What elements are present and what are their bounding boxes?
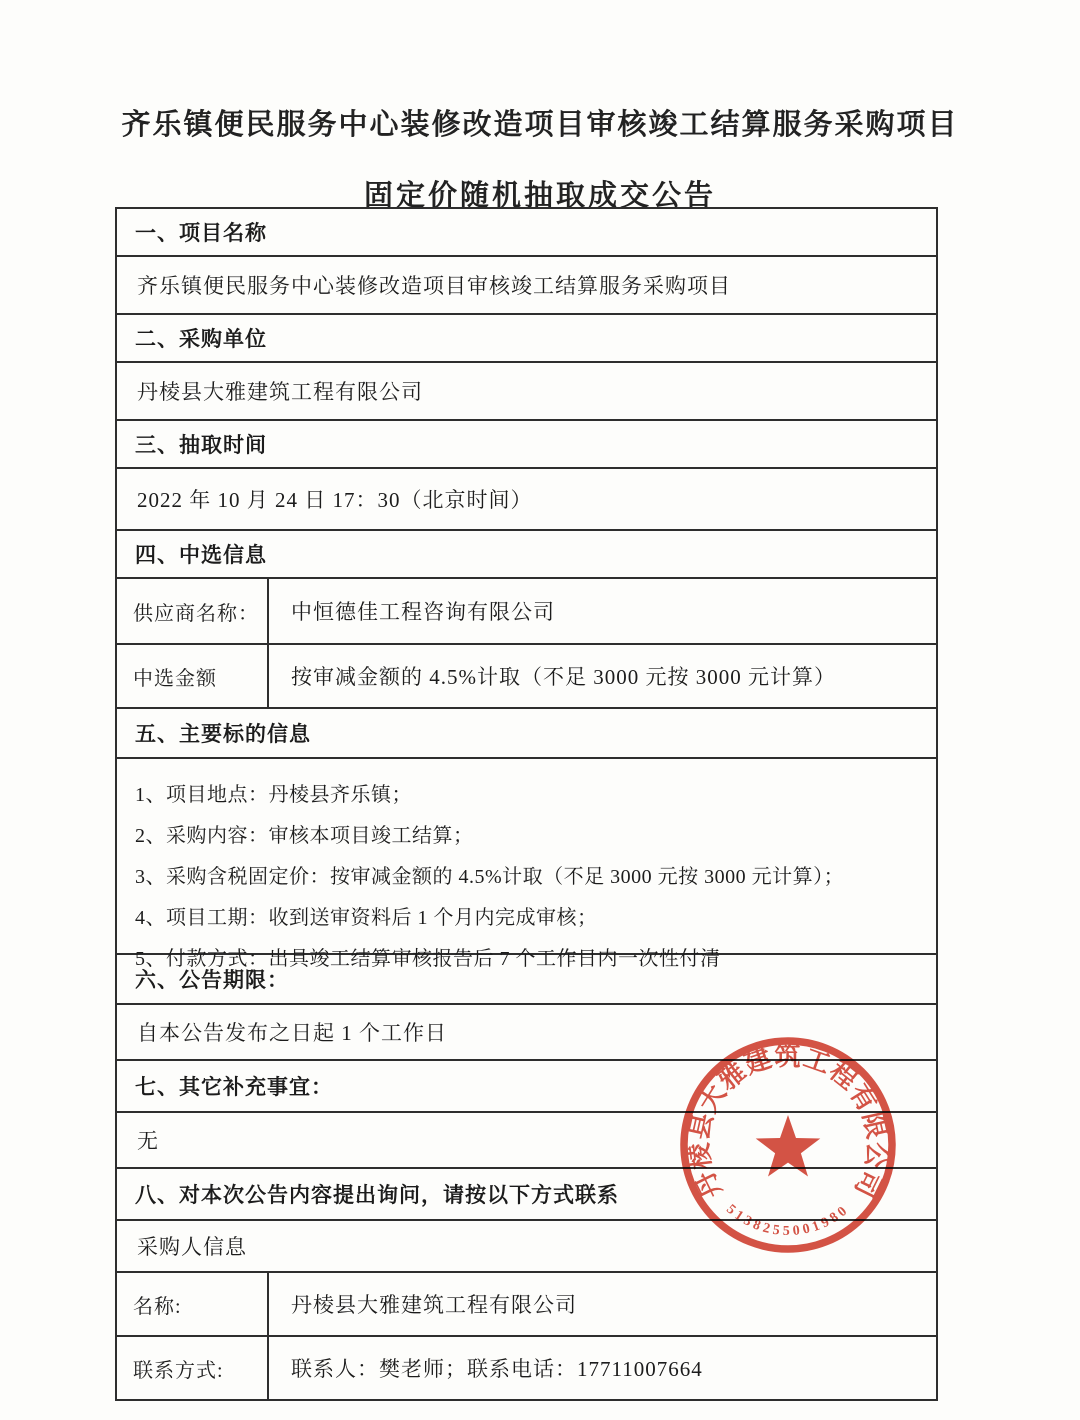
supplementary-note: 无	[137, 1129, 159, 1153]
section-5-header-text: 五、主要标的信息	[135, 723, 311, 746]
award-amount-value: 按审减金额的 4.5%计取（不足 3000 元按 3000 元计算）	[291, 665, 836, 689]
list-item: 4、项目工期：收到送审资料后 1 个月内完成审核；	[135, 907, 598, 929]
announcement-table	[115, 207, 938, 1401]
list-item: 3、采购含税固定价：按审减金额的 4.5%计取（不足 3000 元按 3000 元计算）；	[135, 866, 845, 888]
list-item: 2、采购内容：审核本项目竣工结算；	[135, 825, 474, 847]
section-2-header-text: 二、采购单位	[135, 328, 267, 351]
list-item: 5、付款方式：出具竣工结算审核报告后 7 个工作日内一次性付清	[135, 948, 721, 970]
section-2-header	[117, 315, 936, 363]
announcement-period: 自本公告发布之日起 1 个工作日	[137, 1021, 447, 1045]
seal-number-text: 5138255001980	[723, 1201, 853, 1239]
section-7-value	[117, 1113, 936, 1169]
buyer-info-text: 采购人信息	[137, 1235, 247, 1259]
section-5-header	[117, 709, 936, 759]
title-line-2: 固定价随机抽取成交公告	[363, 180, 716, 212]
subject-info-list	[117, 759, 936, 970]
section-8-header	[117, 1169, 936, 1221]
section-2-value	[117, 363, 936, 421]
section-6-value	[117, 1005, 936, 1061]
supplier-row	[117, 579, 936, 645]
supplier-value: 中恒德佳工程咨询有限公司	[291, 600, 555, 624]
contact-name-value: 丹棱县大雅建筑工程有限公司	[291, 1293, 577, 1317]
section-1-header-text: 一、项目名称	[135, 222, 267, 245]
section-4-header	[117, 531, 936, 579]
award-amount-label: 中选金额	[117, 645, 269, 707]
buyer-info-subheader	[117, 1221, 936, 1273]
section-6-header-text: 六、公告期限：	[135, 969, 289, 992]
contact-method-value: 联系人：樊老师；联系电话：17711007664	[291, 1357, 703, 1381]
list-item: 1、项目地点：丹棱县齐乐镇；	[135, 784, 412, 806]
section-3-header	[117, 421, 936, 469]
document-title	[0, 0, 1080, 214]
section-7-header-text: 七、其它补充事宜：	[135, 1076, 333, 1099]
award-amount-row	[117, 645, 936, 709]
supplier-label: 供应商名称：	[117, 579, 269, 643]
project-name: 齐乐镇便民服务中心装修改造项目审核竣工结算服务采购项目	[137, 274, 731, 298]
contact-method-label: 联系方式:	[117, 1337, 269, 1399]
section-3-value	[117, 469, 936, 531]
title-line-1: 齐乐镇便民服务中心装修改造项目审核竣工结算服务采购项目	[121, 109, 959, 141]
section-1-value	[117, 257, 936, 315]
purchaser-name: 丹棱县大雅建筑工程有限公司	[137, 380, 423, 404]
contact-name-label: 名称:	[117, 1273, 269, 1335]
draw-time: 2022 年 10 月 24 日 17：30（北京时间）	[137, 488, 533, 512]
section-1-header	[117, 209, 936, 257]
section-8-header-text: 八、对本次公告内容提出询问，请按以下方式联系	[135, 1184, 619, 1207]
contact-name-row	[117, 1273, 936, 1337]
section-4-header-text: 四、中选信息	[135, 544, 267, 567]
section-3-header-text: 三、抽取时间	[135, 434, 267, 457]
seal-company-text: 丹棱县大雅建筑工程有限公司	[684, 1041, 892, 1203]
contact-method-row	[117, 1337, 936, 1399]
section-7-header	[117, 1061, 936, 1113]
